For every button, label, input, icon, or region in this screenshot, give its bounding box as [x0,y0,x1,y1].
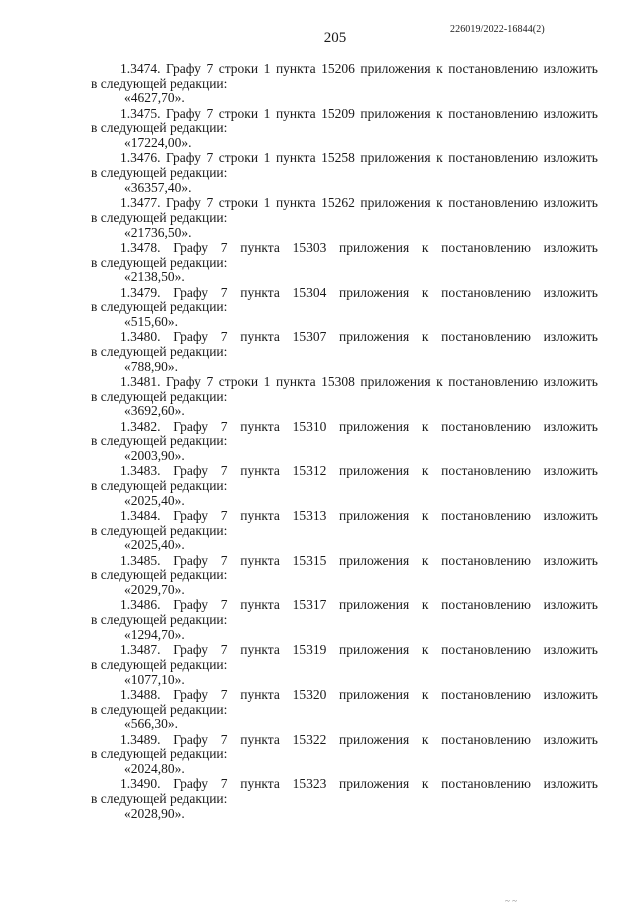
amendment-word: Графу [173,642,209,658]
amendment-word: строки [218,195,259,211]
amendment-word: 15258 [321,150,355,166]
amendment-word: пункта [275,105,316,121]
amendment-word: пункта [240,508,280,524]
amendment-line-2: в следующей редакции: [91,433,228,449]
amendment-word: 1.3486. [120,597,161,613]
amendment-line-2: в следующей редакции: [91,746,228,762]
amendment-word: 15307 [292,329,327,345]
amendment-word: пункта [275,373,316,389]
amendment-word: к [421,418,429,434]
corner-mark: ~ ~ [505,896,517,906]
amendment-word: 15262 [321,195,355,211]
amendment-word: 1.3487. [120,642,161,658]
amendment-line-1 [91,643,598,658]
amendment-word: пункта [275,150,316,166]
amendment-item [91,62,598,106]
amendment-item [91,196,598,240]
amendment-word: 7 [220,284,228,300]
amendment-word: к [421,284,429,300]
amendment-word: приложения [339,418,410,434]
amendment-value: «2024,80». [124,760,185,776]
amendment-line-1 [91,196,598,211]
amendment-word: 7 [220,508,228,524]
amendment-word: изложить [543,463,598,479]
amendment-value: «4627,70». [124,90,185,106]
amendment-line-2: в следующей редакции: [91,478,228,494]
amendment-word: изложить [543,150,598,166]
amendment-word: изложить [543,195,598,211]
amendment-item [91,286,598,330]
amendment-word: 15206 [321,61,355,76]
amendment-word: 15322 [292,731,327,747]
amendment-line-2: в следующей редакции: [91,120,228,136]
amendment-word: изложить [543,284,598,300]
amendment-word: приложения [360,195,431,211]
amendment-word: 15317 [292,597,327,613]
amendment-word: постановлению [448,195,539,211]
amendment-word: Графу [166,61,201,76]
amendment-item [91,375,598,419]
amendment-word: постановлению [441,239,531,255]
amendment-word: к [421,776,429,792]
amendment-item [91,509,598,553]
amendment-word: к [436,373,443,389]
amendment-word: Графу [166,195,201,211]
amendment-value: «2025,40». [124,492,185,508]
amendment-word: изложить [543,239,598,255]
amendment-value: «566,30». [124,716,178,732]
amendment-word: изложить [543,642,598,658]
amendment-word: 7 [206,373,214,389]
amendment-line-2: в следующей редакции: [91,254,228,270]
amendment-word: постановлению [448,373,539,389]
amendment-word: пункта [240,418,280,434]
amendment-word: постановлению [441,418,531,434]
amendment-word: постановлению [441,284,531,300]
amendment-line-2: в следующей редакции: [91,790,228,806]
amendment-word: 1 [263,373,271,389]
amendment-word: Графу [173,597,209,613]
amendment-word: пункта [240,463,280,479]
amendment-word: 7 [220,552,228,568]
amendment-line-2: в следующей редакции: [91,656,228,672]
amendment-word: 7 [206,150,214,166]
amendment-word: постановлению [441,508,531,524]
amendment-word: к [421,597,429,613]
amendment-word: 15319 [292,642,327,658]
amendment-item [91,241,598,285]
amendment-word: изложить [543,373,598,389]
amendment-item [91,151,598,195]
amendment-item [91,554,598,598]
amendment-word: 1.3480. [120,329,161,345]
amendment-word: 1.3475. [120,105,161,121]
amendment-line-2: в следующей редакции: [91,165,228,181]
amendment-value: «2138,50». [124,269,185,285]
amendment-word: Графу [173,329,209,345]
amendment-value: «17224,00». [124,135,192,151]
amendment-word: к [421,463,429,479]
amendment-word: изложить [543,508,598,524]
amendment-word: постановлению [441,552,531,568]
amendment-word: к [421,552,429,568]
amendment-item [91,777,598,821]
amendment-word: 15312 [292,463,327,479]
amendment-word: 7 [206,195,214,211]
amendment-word: 1.3489. [120,731,161,747]
amendment-word: строки [218,61,259,76]
amendment-value: «1077,10». [124,671,185,687]
amendment-word: 7 [220,329,228,345]
amendment-word: 1.3488. [120,686,161,702]
amendment-word: к [421,686,429,702]
amendment-word: Графу [166,150,201,166]
amendment-word: Графу [173,686,209,702]
amendment-word: 15308 [321,373,355,389]
amendment-word: постановлению [441,597,531,613]
amendment-word: приложения [339,642,410,658]
amendment-word: изложить [543,552,598,568]
amendment-word: 15313 [292,508,327,524]
amendment-line-1 [91,241,598,256]
amendment-word: пункта [240,239,280,255]
amendment-word: Графу [166,105,201,121]
amendment-word: 7 [220,776,228,792]
amendment-word: постановлению [441,463,531,479]
amendment-line-2: в следующей редакции: [91,299,228,315]
amendment-word: Графу [173,731,209,747]
amendment-line-1 [91,107,598,122]
amendment-line-2: в следующей редакции: [91,522,228,538]
amendment-value: «1294,70». [124,626,185,642]
amendment-line-1 [91,598,598,613]
amendment-value: «3692,60». [124,403,185,419]
amendment-word: приложения [339,776,410,792]
amendment-word: пункта [275,61,316,76]
amendment-word: постановлению [448,150,539,166]
amendment-word: к [436,150,443,166]
amendment-word: приложения [339,597,410,613]
amendment-word: изложить [543,105,598,121]
amendment-word: 1 [263,150,271,166]
amendment-word: приложения [339,463,410,479]
amendment-line-2: в следующей редакции: [91,343,228,359]
amendment-word: 15209 [321,105,355,121]
amendment-word: 7 [206,61,214,76]
amendment-word: 15303 [292,239,327,255]
document-id: 226019/2022-16844(2) [450,24,545,35]
amendment-word: постановлению [448,61,539,76]
amendment-word: 7 [220,686,228,702]
amendment-value: «2025,40». [124,537,185,553]
amendment-line-1 [91,62,598,77]
amendment-line-1 [91,509,598,524]
amendment-word: 1.3478. [120,239,161,255]
amendment-line-2: в следующей редакции: [91,701,228,717]
amendment-word: 7 [220,642,228,658]
amendment-line-1 [91,420,598,435]
amendment-word: 1.3483. [120,463,161,479]
document-body [91,62,598,821]
amendment-word: 7 [206,105,214,121]
amendment-word: 1.3476. [120,150,161,166]
amendment-word: 1.3479. [120,284,161,300]
amendment-word: 15304 [292,284,327,300]
amendment-word: 7 [220,731,228,747]
amendment-word: приложения [360,105,431,121]
amendment-word: 1 [263,195,271,211]
amendment-word: постановлению [441,731,531,747]
amendment-word: 15310 [292,418,327,434]
amendment-item [91,643,598,687]
amendment-word: приложения [339,686,410,702]
amendment-word: 1.3485. [120,552,161,568]
amendment-word: Графу [173,418,209,434]
amendment-word: изложить [543,61,598,76]
amendment-word: изложить [543,776,598,792]
amendment-line-2: в следующей редакции: [91,388,228,404]
amendment-word: изложить [543,731,598,747]
amendment-word: пункта [275,195,316,211]
amendment-line-1 [91,688,598,703]
amendment-line-1 [91,375,598,390]
amendment-word: 1 [263,105,271,121]
amendment-word: приложения [339,329,410,345]
amendment-word: 15315 [292,552,327,568]
amendment-line-2: в следующей редакции: [91,612,228,628]
amendment-word: 1 [263,61,271,76]
amendment-word: постановлению [441,776,531,792]
amendment-word: 7 [220,418,228,434]
amendment-word: пункта [240,776,280,792]
amendment-word: пункта [240,552,280,568]
amendment-word: 1.3477. [120,195,161,211]
amendment-word: 15323 [292,776,327,792]
amendment-word: изложить [543,597,598,613]
amendment-word: 7 [220,463,228,479]
amendment-line-1 [91,777,598,792]
amendment-item [91,464,598,508]
amendment-word: приложения [339,508,410,524]
amendment-word: пункта [240,284,280,300]
amendment-word: 1.3474. [120,61,161,76]
amendment-word: Графу [173,552,209,568]
amendment-word: 15320 [292,686,327,702]
amendment-word: 1.3481. [120,373,161,389]
amendment-word: Графу [173,776,209,792]
amendment-word: пункта [240,686,280,702]
amendment-word: к [436,105,443,121]
amendment-word: 1.3484. [120,508,161,524]
amendment-word: приложения [339,552,410,568]
amendment-item [91,420,598,464]
amendment-word: строки [218,373,259,389]
amendment-word: строки [218,150,259,166]
amendment-line-1 [91,286,598,301]
amendment-word: пункта [240,731,280,747]
amendment-line-2: в следующей редакции: [91,567,228,583]
amendment-item [91,330,598,374]
amendment-line-1 [91,554,598,569]
amendment-word: приложения [339,239,410,255]
amendment-word: пункта [240,597,280,613]
amendment-word: строки [218,105,259,121]
amendment-word: постановлению [441,329,531,345]
amendment-word: 1.3490. [120,776,161,792]
amendment-word: приложения [360,61,431,76]
amendment-line-1 [91,733,598,748]
amendment-word: к [421,239,429,255]
amendment-line-1 [91,330,598,345]
amendment-word: пункта [240,329,280,345]
amendment-word: к [436,195,443,211]
amendment-item [91,598,598,642]
amendment-word: Графу [173,284,209,300]
page-number: 205 [323,30,347,46]
amendment-line-1 [91,464,598,479]
amendment-word: пункта [240,642,280,658]
amendment-word: Графу [173,508,209,524]
amendment-word: Графу [173,463,209,479]
amendment-word: к [421,642,429,658]
amendment-word: Графу [173,239,209,255]
amendment-word: приложения [339,284,410,300]
amendment-item [91,733,598,777]
amendment-word: 1.3482. [120,418,161,434]
amendment-word: 7 [220,239,228,255]
amendment-item [91,107,598,151]
amendment-line-1 [91,151,598,166]
amendment-word: постановлению [441,686,531,702]
amendment-word: приложения [360,150,431,166]
amendment-value: «21736,50». [124,224,192,240]
amendment-word: 7 [220,597,228,613]
amendment-word: к [421,329,429,345]
amendment-word: Графу [166,373,201,389]
amendment-word: постановлению [441,642,531,658]
amendment-word: изложить [543,686,598,702]
amendment-value: «788,90». [124,358,178,374]
amendment-item [91,688,598,732]
amendment-line-2: в следующей редакции: [91,75,228,91]
amendment-word: постановлению [448,105,539,121]
amendment-word: изложить [543,329,598,345]
amendment-value: «2029,70». [124,582,185,598]
amendment-word: приложения [360,373,431,389]
amendment-word: к [436,61,443,76]
amendment-word: к [421,508,429,524]
amendment-value: «36357,40». [124,179,192,195]
amendment-value: «515,60». [124,313,178,329]
amendment-value: «2003,90». [124,448,185,464]
amendment-word: к [421,731,429,747]
amendment-value: «2028,90». [124,805,185,821]
amendment-line-2: в следующей редакции: [91,209,228,225]
amendment-word: приложения [339,731,410,747]
amendment-word: изложить [543,418,598,434]
